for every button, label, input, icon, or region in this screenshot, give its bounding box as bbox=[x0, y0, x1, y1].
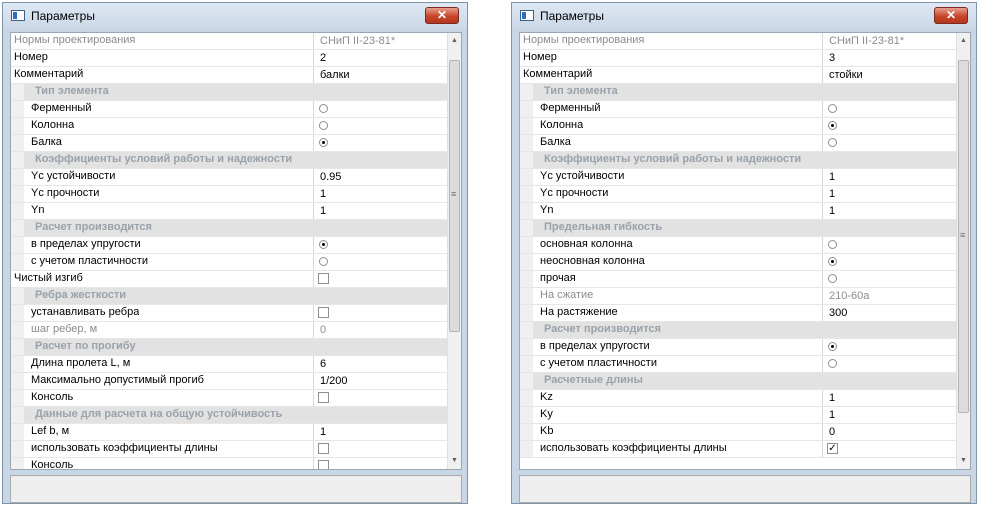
row-indent-margin bbox=[520, 169, 533, 185]
checkbox-unchecked-icon[interactable] bbox=[318, 273, 329, 284]
radio-selected-icon[interactable] bbox=[828, 257, 837, 266]
radio-cell[interactable] bbox=[822, 135, 958, 151]
property-value[interactable]: 6 bbox=[313, 356, 449, 372]
row-indent-margin bbox=[11, 407, 24, 423]
category-row bbox=[11, 407, 449, 424]
app-window-icon bbox=[11, 10, 25, 21]
property-name: Колонна bbox=[540, 119, 584, 131]
property-row[interactable] bbox=[520, 67, 958, 84]
property-value: 210-60a bbox=[822, 288, 958, 304]
property-name: Балка bbox=[540, 136, 571, 148]
property-row[interactable] bbox=[520, 339, 958, 356]
row-indent-margin bbox=[520, 254, 533, 270]
property-name: Нормы проектирования bbox=[14, 34, 136, 46]
property-name: с учетом пластичности bbox=[540, 357, 657, 369]
category-label: Расчетные длины bbox=[544, 374, 643, 386]
property-value[interactable]: 1 bbox=[822, 390, 958, 406]
checkbox-unchecked-icon[interactable] bbox=[318, 307, 329, 318]
property-name: в пределах упругости bbox=[31, 238, 141, 250]
property-row[interactable] bbox=[520, 101, 958, 118]
property-row[interactable] bbox=[520, 356, 958, 373]
property-row[interactable] bbox=[520, 203, 958, 220]
category-row bbox=[520, 152, 958, 169]
property-value[interactable]: балки bbox=[313, 67, 449, 83]
property-row[interactable] bbox=[520, 305, 958, 322]
radio-cell[interactable] bbox=[822, 271, 958, 287]
row-indent-margin bbox=[11, 254, 24, 270]
row-indent-margin bbox=[520, 305, 533, 321]
row-indent-margin bbox=[11, 288, 24, 304]
property-grid bbox=[10, 32, 462, 470]
row-indent-margin bbox=[11, 220, 24, 236]
checkbox-cell[interactable] bbox=[313, 390, 449, 406]
checkbox-checked-icon[interactable]: ✓ bbox=[828, 443, 837, 454]
category-label: Расчет по прогибу bbox=[35, 340, 136, 352]
property-name: устанавливать ребра bbox=[31, 306, 140, 318]
row-indent-margin bbox=[11, 339, 24, 355]
property-row[interactable] bbox=[11, 186, 449, 203]
radio-unselected-icon[interactable] bbox=[828, 359, 837, 368]
property-name: использовать коэффициенты длины bbox=[540, 442, 727, 454]
property-row[interactable] bbox=[11, 203, 449, 220]
category-label: Предельная гибкость bbox=[544, 221, 663, 233]
property-row[interactable] bbox=[11, 424, 449, 441]
radio-cell[interactable] bbox=[822, 356, 958, 372]
radio-selected-icon[interactable] bbox=[828, 342, 837, 351]
property-row[interactable] bbox=[11, 271, 449, 288]
radio-cell[interactable] bbox=[822, 101, 958, 117]
property-name: Yn bbox=[540, 204, 554, 216]
row-indent-margin bbox=[11, 101, 24, 117]
property-name: использовать коэффициенты длины bbox=[31, 442, 218, 454]
property-name: Yc устойчивости bbox=[31, 170, 116, 182]
row-indent-margin bbox=[520, 356, 533, 372]
category-row bbox=[520, 322, 958, 339]
category-row bbox=[11, 152, 449, 169]
category-row bbox=[520, 84, 958, 101]
property-name: Kb bbox=[540, 425, 554, 437]
property-name: Ферменный bbox=[31, 102, 92, 114]
property-row[interactable] bbox=[11, 441, 449, 458]
scroll-thumb[interactable] bbox=[449, 60, 460, 332]
row-indent-margin bbox=[520, 407, 533, 423]
parameters-window-2 bbox=[511, 2, 977, 504]
property-row[interactable] bbox=[520, 135, 958, 152]
property-row[interactable] bbox=[520, 50, 958, 67]
property-row[interactable] bbox=[11, 390, 449, 407]
property-name: На растяжение bbox=[540, 306, 618, 318]
property-rows bbox=[11, 33, 449, 470]
property-name: Балка bbox=[31, 136, 62, 148]
close-button[interactable]: ✕ bbox=[934, 7, 968, 24]
window-title: Параметры bbox=[31, 9, 95, 23]
row-indent-margin bbox=[11, 424, 24, 440]
scroll-thumb[interactable] bbox=[958, 60, 969, 413]
window-title: Параметры bbox=[540, 9, 604, 23]
row-indent-margin bbox=[11, 373, 24, 389]
property-row[interactable] bbox=[11, 458, 449, 470]
radio-cell[interactable] bbox=[313, 135, 449, 151]
property-name: На сжатие bbox=[540, 289, 594, 301]
property-value[interactable]: 0.95 bbox=[313, 169, 449, 185]
scroll-up-arrow-icon[interactable]: ▲ bbox=[960, 37, 967, 44]
radio-unselected-icon[interactable] bbox=[319, 121, 328, 130]
checkbox-cell[interactable] bbox=[313, 441, 449, 457]
row-indent-margin bbox=[11, 84, 24, 100]
scroll-down-arrow-icon[interactable]: ▼ bbox=[451, 457, 458, 464]
checkbox-cell[interactable] bbox=[313, 305, 449, 321]
property-name: Комментарий bbox=[523, 68, 593, 80]
property-row[interactable] bbox=[11, 118, 449, 135]
property-row[interactable] bbox=[11, 322, 449, 339]
property-row[interactable] bbox=[11, 50, 449, 67]
row-indent-margin bbox=[11, 135, 24, 151]
property-grid bbox=[519, 32, 971, 470]
property-row[interactable] bbox=[520, 186, 958, 203]
row-indent-margin bbox=[520, 339, 533, 355]
property-value[interactable]: 1 bbox=[822, 203, 958, 219]
category-label: Расчет производится bbox=[544, 323, 661, 335]
title-bar[interactable] bbox=[3, 3, 467, 29]
row-indent-margin bbox=[520, 135, 533, 151]
row-indent-margin bbox=[11, 237, 24, 253]
radio-unselected-icon[interactable] bbox=[828, 240, 837, 249]
property-row[interactable] bbox=[11, 101, 449, 118]
vertical-scrollbar[interactable] bbox=[447, 33, 461, 469]
radio-cell[interactable] bbox=[313, 237, 449, 253]
property-row[interactable] bbox=[11, 305, 449, 322]
row-indent-margin bbox=[520, 288, 533, 304]
property-row[interactable] bbox=[520, 169, 958, 186]
row-indent-margin bbox=[11, 322, 24, 338]
property-value[interactable]: 0 bbox=[822, 424, 958, 440]
property-value[interactable]: 1 bbox=[313, 424, 449, 440]
property-name: Консоль bbox=[31, 391, 74, 403]
radio-selected-icon[interactable] bbox=[319, 138, 328, 147]
property-name: в пределах упругости bbox=[540, 340, 650, 352]
row-indent-margin bbox=[520, 203, 533, 219]
property-name: с учетом пластичности bbox=[31, 255, 148, 267]
property-name: Lef b, м bbox=[31, 425, 70, 437]
row-indent-margin bbox=[11, 356, 24, 372]
property-value[interactable]: 2 bbox=[313, 50, 449, 66]
property-name: шаг ребер, м bbox=[31, 323, 98, 335]
property-row[interactable] bbox=[11, 356, 449, 373]
title-bar[interactable] bbox=[512, 3, 976, 29]
checkbox-unchecked-icon[interactable] bbox=[318, 392, 329, 403]
checkbox-cell[interactable] bbox=[313, 458, 449, 470]
property-row[interactable] bbox=[11, 237, 449, 254]
row-indent-margin bbox=[11, 305, 24, 321]
row-indent-margin bbox=[11, 441, 24, 457]
row-indent-margin bbox=[520, 118, 533, 134]
property-name: Ферменный bbox=[540, 102, 601, 114]
row-indent-margin bbox=[11, 390, 24, 406]
property-name: основная колонна bbox=[540, 238, 633, 250]
radio-cell[interactable] bbox=[822, 254, 958, 270]
row-indent-margin bbox=[11, 458, 24, 470]
row-indent-margin bbox=[520, 186, 533, 202]
category-row bbox=[11, 220, 449, 237]
category-label: Коэффициенты условий работы и надежности bbox=[35, 153, 293, 165]
property-name: неосновная колонна bbox=[540, 255, 645, 267]
property-value[interactable]: 300 bbox=[822, 305, 958, 321]
property-name: Нормы проектирования bbox=[523, 34, 645, 46]
description-panel bbox=[519, 475, 971, 503]
property-value[interactable]: 1 bbox=[313, 186, 449, 202]
radio-unselected-icon[interactable] bbox=[319, 257, 328, 266]
checkbox-unchecked-icon[interactable] bbox=[318, 460, 329, 470]
radio-cell[interactable] bbox=[822, 339, 958, 355]
property-value: СНиП II-23-81* bbox=[313, 33, 449, 49]
close-button[interactable]: ✕ bbox=[425, 7, 459, 24]
property-row[interactable] bbox=[520, 424, 958, 441]
row-indent-margin bbox=[11, 152, 24, 168]
category-label: Данные для расчета на общую устойчивость bbox=[35, 408, 283, 420]
description-panel bbox=[10, 475, 462, 503]
category-row bbox=[520, 373, 958, 390]
property-row[interactable] bbox=[11, 67, 449, 84]
property-row[interactable] bbox=[11, 135, 449, 152]
property-row[interactable] bbox=[11, 254, 449, 271]
property-name: Yn bbox=[31, 204, 45, 216]
scroll-down-arrow-icon[interactable]: ▼ bbox=[960, 457, 967, 464]
property-name: Ky bbox=[540, 408, 553, 420]
radio-unselected-icon[interactable] bbox=[828, 274, 837, 283]
row-indent-margin bbox=[11, 169, 24, 185]
scroll-up-arrow-icon[interactable]: ▲ bbox=[451, 37, 458, 44]
row-indent-margin bbox=[520, 101, 533, 117]
property-row[interactable] bbox=[11, 373, 449, 390]
property-name: Максимально допустимый прогиб bbox=[31, 374, 204, 386]
radio-selected-icon[interactable] bbox=[828, 121, 837, 130]
property-name: Kz bbox=[540, 391, 553, 403]
row-indent-margin bbox=[11, 203, 24, 219]
property-value[interactable]: 1 bbox=[313, 203, 449, 219]
property-name: Номер bbox=[523, 51, 557, 63]
row-indent-margin bbox=[520, 441, 533, 457]
category-row bbox=[520, 220, 958, 237]
property-row[interactable] bbox=[520, 254, 958, 271]
property-value: СНиП II-23-81* bbox=[822, 33, 958, 49]
category-label: Коэффициенты условий работы и надежности bbox=[544, 153, 802, 165]
property-row[interactable] bbox=[520, 271, 958, 288]
property-name: Yc прочности bbox=[31, 187, 100, 199]
property-rows bbox=[520, 33, 958, 458]
row-indent-margin bbox=[520, 322, 533, 338]
property-name: Yc устойчивости bbox=[540, 170, 625, 182]
property-row[interactable] bbox=[520, 118, 958, 135]
radio-cell[interactable] bbox=[822, 118, 958, 134]
radio-cell[interactable] bbox=[313, 101, 449, 117]
property-row[interactable] bbox=[520, 288, 958, 305]
property-row[interactable] bbox=[520, 407, 958, 424]
category-row bbox=[11, 84, 449, 101]
category-row bbox=[11, 288, 449, 305]
radio-unselected-icon[interactable] bbox=[828, 138, 837, 147]
property-row[interactable] bbox=[520, 237, 958, 254]
property-name: Длина пролета L, м bbox=[31, 357, 131, 369]
property-name: Yc прочности bbox=[540, 187, 609, 199]
property-row[interactable] bbox=[520, 390, 958, 407]
vertical-scrollbar[interactable] bbox=[956, 33, 970, 469]
row-indent-margin bbox=[11, 186, 24, 202]
radio-selected-icon[interactable] bbox=[319, 240, 328, 249]
checkbox-cell[interactable] bbox=[313, 271, 449, 287]
row-indent-margin bbox=[520, 271, 533, 287]
radio-cell[interactable] bbox=[313, 118, 449, 134]
radio-unselected-icon[interactable] bbox=[828, 104, 837, 113]
category-label: Расчет производится bbox=[35, 221, 152, 233]
parameters-window-1 bbox=[2, 2, 468, 504]
property-row[interactable] bbox=[11, 33, 449, 50]
category-label: Тип элемента bbox=[544, 85, 618, 97]
property-value[interactable]: 3 bbox=[822, 50, 958, 66]
row-indent-margin bbox=[11, 118, 24, 134]
property-name: Номер bbox=[14, 51, 48, 63]
property-value[interactable]: 1 bbox=[822, 407, 958, 423]
radio-cell[interactable] bbox=[313, 254, 449, 270]
row-indent-margin bbox=[520, 373, 533, 389]
checkbox-unchecked-icon[interactable] bbox=[318, 443, 329, 454]
property-name: Колонна bbox=[31, 119, 75, 131]
row-indent-margin bbox=[520, 152, 533, 168]
radio-cell[interactable] bbox=[822, 237, 958, 253]
property-value[interactable]: 1 bbox=[822, 186, 958, 202]
property-name: Консоль bbox=[31, 459, 74, 470]
property-value: 0 bbox=[313, 322, 449, 338]
category-label: Тип элемента bbox=[35, 85, 109, 97]
property-row[interactable] bbox=[520, 33, 958, 50]
row-indent-margin bbox=[520, 84, 533, 100]
row-indent-margin bbox=[520, 390, 533, 406]
property-name: Чистый изгиб bbox=[14, 272, 83, 284]
category-label: Ребра жесткости bbox=[35, 289, 127, 301]
property-value[interactable]: 1/200 bbox=[313, 373, 449, 389]
category-row bbox=[11, 339, 449, 356]
property-row[interactable] bbox=[520, 441, 958, 458]
property-name: Комментарий bbox=[14, 68, 84, 80]
app-window-icon bbox=[520, 10, 534, 21]
property-value[interactable]: стойки bbox=[822, 67, 958, 83]
row-indent-margin bbox=[520, 424, 533, 440]
radio-unselected-icon[interactable] bbox=[319, 104, 328, 113]
property-value[interactable]: 1 bbox=[822, 169, 958, 185]
property-name: прочая bbox=[540, 272, 576, 284]
property-row[interactable] bbox=[11, 169, 449, 186]
row-indent-margin bbox=[520, 237, 533, 253]
row-indent-margin bbox=[520, 220, 533, 236]
checkbox-cell[interactable] bbox=[822, 441, 958, 457]
